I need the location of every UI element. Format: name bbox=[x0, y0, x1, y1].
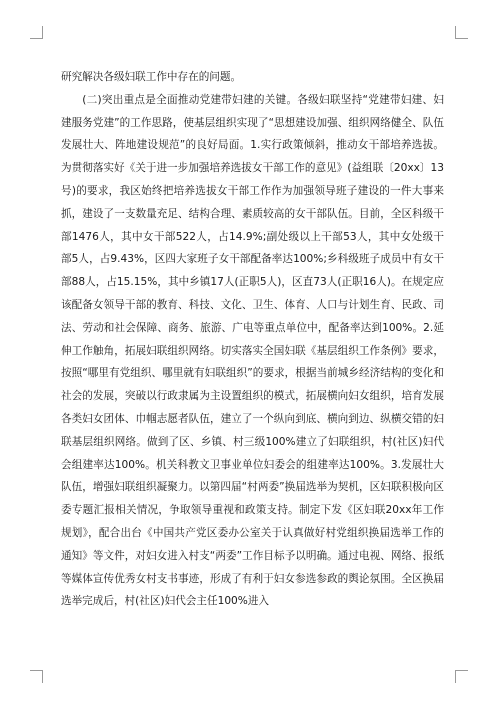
crop-mark-bottom-right bbox=[455, 670, 468, 683]
paragraph-section-two: (二)突出重点是全面推动党建带妇建的关键。各级妇联坚持“党建带妇建、妇建服务党建”的工作思路，使基层组织实现了“思想建设加强、组织网络健全、队伍发展壮大、阵地建设规范”的良好局面。1.实行政策倾斜，推动女干部培养选拔。为贯彻落实好《关于进一步加强培养选拔女干部工作的意见》(益组联〔20xx〕13号)的要求，我区始终把培养选拔女干部工作作为加强领导班子建设的一件大事来抓，建设了一支数量充足、结构合理、素质较高的女干部队伍。目前，全区科级干部1476人，其中女干部522人，占14.9%;副处级以上干部53人，其中女处级干部5人，占9.43%，区四大家班子女干部配备率达100%;乡科级班子成员中有女干部88人，占15.15%，其中乡镇17人(正职5人)，区直73人(正职16人)。在规定应该配备女领导干部的教育、科技、文化、卫生、体育、人口与计划生育、民政、司法、劳动和社会保障、商务、旅游、广电等重点单位中，配备率达到100%。2.延伸工作触角，拓展妇联组织网络。切实落实全国妇联《基层组织工作条例》要求，按照“哪里有党组织、哪里就有妇联组织”的要求，根据当前城乡经济结构的变化和社会的发展，突破以行政隶属为主设置组织的模式，拓展横向妇女组织，培育发展各类妇女团体、巾帼志愿者队伍，建立了一个纵向到底、横向到边、纵横交错的妇联基层组织网络。做到了区、乡镇、村三级100%建立了妇联组织，村(社区)妇代会组建率达100%。机关科教文卫事业单位妇委会的组建率达100%。3.发展壮大队伍，增强妇联组织凝聚力。以第四届“村两委”换届选举为契机，区妇联积极向区委专题汇报相关情况，争取领导重视和政策支持。制定下发《区妇联20xx年工作规划》，配合出台《中国共产党区委办公室关于认真做好村党组织换届选举工作的通知》等文件，对妇女进入村支“两委”工作目标予以明确。通过电视、网络、报纸等媒体宣传优秀女村支书事迹，形成了有利于妇女参选参政的舆论氛围。全区换届选举完成后，村(社区)妇代会主任100%进入 bbox=[61, 93, 444, 608]
crop-mark-top-left bbox=[30, 26, 43, 39]
crop-mark-top-right bbox=[455, 26, 468, 39]
crop-mark-bottom-left bbox=[30, 670, 43, 683]
paragraph-continued: 研究解决各级妇联工作中存在的问题。 bbox=[61, 71, 242, 83]
document-body bbox=[61, 66, 444, 613]
